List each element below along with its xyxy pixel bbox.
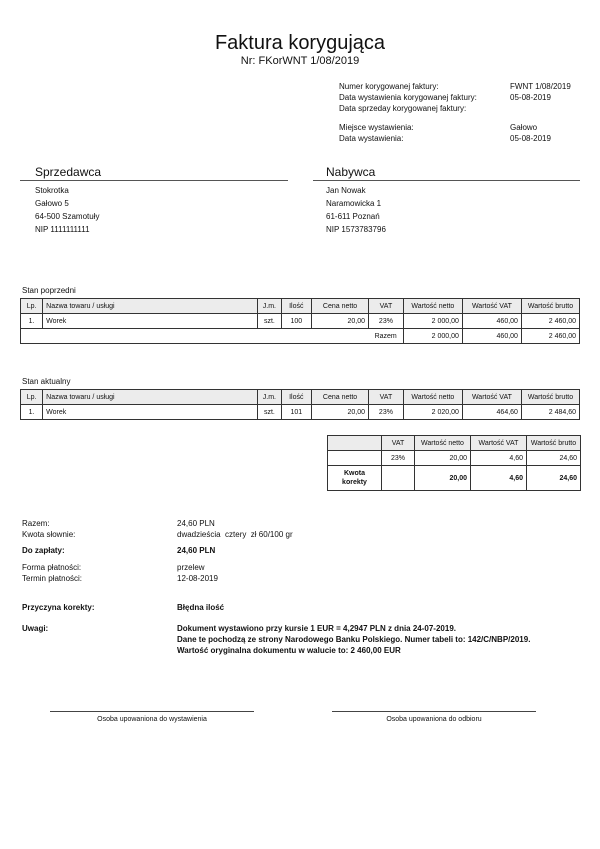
cell-unit: szt.: [258, 314, 281, 329]
seller-divider: [20, 180, 288, 181]
cell-qty: 100: [281, 314, 312, 329]
payment-method-label: Forma płatności:: [22, 563, 82, 572]
cell-qty: 101: [281, 405, 312, 420]
cell-gross-value: 2 484,60: [521, 405, 579, 420]
current-state-label: Stan aktualny: [22, 377, 71, 386]
col-header: Wartość VAT: [462, 299, 521, 314]
col-header: VAT: [382, 436, 415, 451]
meta-value-corrected-number: FWNT 1/08/2019: [510, 82, 571, 91]
total-net: 2 000,00: [403, 329, 462, 344]
cell-gross-value: 24,60: [527, 451, 581, 466]
table-header-row: [21, 390, 580, 405]
corner-cell: [328, 436, 382, 451]
col-header: Wartość VAT: [462, 390, 521, 405]
col-header: Wartość brutto: [527, 436, 581, 451]
col-header: Ilość: [281, 299, 312, 314]
correction-table: [327, 435, 581, 491]
seller-nip: NIP 1111111111: [35, 225, 90, 234]
to-pay-label: Do zapłaty:: [22, 546, 65, 555]
seller-city: 64-500 Szamotuły: [35, 212, 100, 221]
total-gross: 2 460,00: [521, 329, 579, 344]
col-header: Wartość netto: [415, 436, 471, 451]
previous-state-table: [20, 298, 580, 344]
correction-total-vat: 4,60: [471, 466, 527, 491]
cell-lp: 1.: [21, 314, 43, 329]
seller-name: Stokrotka: [35, 186, 69, 195]
col-header: Wartość VAT: [471, 436, 527, 451]
seller-street: Gałowo 5: [35, 199, 69, 208]
buyer-nip: NIP 1573783796: [326, 225, 386, 234]
meta-label-issue-date: Data wystawienia:: [339, 134, 404, 143]
table-row: [21, 405, 580, 420]
correction-total-label: [328, 466, 382, 491]
empty-cell: [382, 466, 415, 491]
col-header: J.m.: [258, 299, 281, 314]
remarks-line-1: Dokument wystawiono przy kursie 1 EUR = 4,2947 PLN z dnia 24-07-2019.: [177, 624, 456, 633]
table-row: [21, 314, 580, 329]
col-header: VAT: [369, 390, 404, 405]
buyer-heading: Nabywca: [326, 165, 376, 179]
total-row: [21, 329, 580, 344]
cell-vat: 23%: [369, 405, 404, 420]
payment-method-value: przelew: [177, 563, 205, 572]
to-pay-value: 24,60 PLN: [177, 546, 216, 555]
razem-label: Razem:: [22, 519, 50, 528]
col-header: Lp.: [21, 299, 43, 314]
correction-total-label-line1: Kwota: [344, 470, 365, 477]
correction-total-net: 20,00: [415, 466, 471, 491]
col-header: VAT: [369, 299, 404, 314]
buyer-city: 61-611 Poznań: [326, 212, 380, 221]
correction-total-gross: 24,60: [527, 466, 581, 491]
col-header: Nazwa towaru / usługi: [43, 390, 258, 405]
seller-heading: Sprzedawca: [35, 165, 102, 179]
correction-total-label-line2: korekty: [342, 479, 367, 486]
col-header: Nazwa towaru / usługi: [43, 299, 258, 314]
remarks-line-2: Dane te pochodzą ze strony Narodowego Banku Polskiego. Numer tabeli to: 142/C/NBP/2019.: [177, 635, 531, 644]
cell-net-value: 2 000,00: [403, 314, 462, 329]
total-row-spacer: [21, 329, 369, 344]
cell-vat: 23%: [382, 451, 415, 466]
meta-value-place: Gałowo: [510, 123, 538, 132]
cell-gross-value: 2 460,00: [521, 314, 579, 329]
razem-value: 24,60 PLN: [177, 519, 215, 528]
previous-state-label: Stan poprzedni: [22, 286, 76, 295]
cell-net-value: 2 020,00: [403, 405, 462, 420]
meta-label-corrected-issue-date: Data wystawienia korygowanej faktury:: [339, 93, 477, 102]
empty-cell: [328, 451, 382, 466]
table-row: [328, 451, 581, 466]
slownie-label: Kwota słownie:: [22, 530, 76, 539]
table-header-row: [21, 299, 580, 314]
slownie-value: dwadzieścia cztery zł 60/100 gr: [177, 530, 293, 539]
buyer-street: Naramowicka 1: [326, 199, 382, 208]
col-header: Cena netto: [312, 390, 369, 405]
buyer-divider: [313, 180, 580, 181]
correction-total-row: [328, 466, 581, 491]
meta-value-corrected-issue-date: 05-08-2019: [510, 93, 551, 102]
signature-line-left: [50, 711, 254, 712]
current-state-table: [20, 389, 580, 420]
invoice-number: Nr: FKorWNT 1/08/2019: [240, 55, 360, 67]
cell-net-price: 20,00: [312, 314, 369, 329]
meta-label-corrected-sale-date: Data sprzeday korygowanej faktury:: [339, 104, 467, 113]
remarks-line-3: Wartość oryginalna dokumentu w walucie to: 2 460,00 EUR: [177, 646, 401, 655]
total-vat: 460,00: [462, 329, 521, 344]
cell-vat-value: 464,60: [462, 405, 521, 420]
col-header: Ilość: [281, 390, 312, 405]
meta-value-issue-date: 05-08-2019: [510, 134, 551, 143]
correction-reason-label: Przyczyna korekty:: [22, 603, 95, 612]
signature-line-right: [332, 711, 536, 712]
col-header: J.m.: [258, 390, 281, 405]
cell-name: Worek: [43, 314, 258, 329]
total-label: Razem: [369, 329, 404, 344]
remarks-label: Uwagi:: [22, 624, 49, 633]
correction-reason-value: Błędna ilość: [177, 603, 225, 612]
col-header: Cena netto: [312, 299, 369, 314]
cell-vat-value: 4,60: [471, 451, 527, 466]
cell-vat-value: 460,00: [462, 314, 521, 329]
col-header: Wartość netto: [403, 390, 462, 405]
col-header: Wartość netto: [403, 299, 462, 314]
invoice-title: Faktura korygująca: [214, 32, 386, 54]
col-header: Wartość brutto: [521, 390, 579, 405]
payment-due-value: 12-08-2019: [177, 574, 218, 583]
cell-net-price: 20,00: [312, 405, 369, 420]
buyer-name: Jan Nowak: [326, 186, 366, 195]
cell-unit: szt.: [258, 405, 281, 420]
payment-due-label: Termin płatności:: [22, 574, 83, 583]
col-header: Lp.: [21, 390, 43, 405]
meta-label-corrected-number: Numer korygowanej faktury:: [339, 82, 439, 91]
cell-vat: 23%: [369, 314, 404, 329]
cell-lp: 1.: [21, 405, 43, 420]
signature-caption-right: Osoba upowaniona do odbioru: [386, 716, 482, 723]
table-header-row: [328, 436, 581, 451]
signature-caption-left: Osoba upowaniona do wystawienia: [97, 716, 207, 723]
col-header: Wartość brutto: [521, 299, 579, 314]
cell-net-value: 20,00: [415, 451, 471, 466]
meta-label-place: Miejsce wystawienia:: [339, 123, 414, 132]
cell-name: Worek: [43, 405, 258, 420]
